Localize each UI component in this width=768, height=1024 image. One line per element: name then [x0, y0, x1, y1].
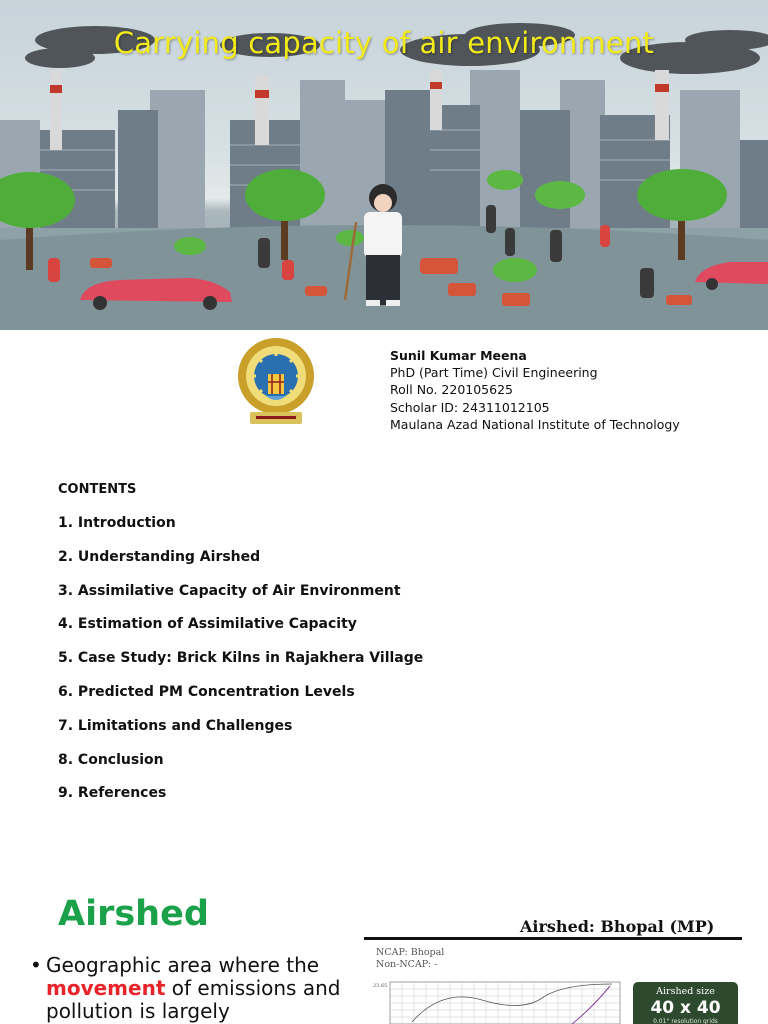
size-label: Airshed size [656, 986, 715, 997]
contents-list [58, 482, 423, 818]
contents-item: 9. References [58, 785, 167, 802]
contents-item: 7. Limitations and Challenges [58, 717, 293, 734]
author-institute: Maulana Azad National Institute of Technology [390, 416, 680, 432]
non-ncap-line: Non-NCAP: - [376, 959, 438, 970]
ncap-legend [376, 947, 444, 971]
slide-title: Airshed [58, 894, 209, 934]
map-divider [364, 937, 742, 940]
author-block [390, 347, 680, 433]
size-value: 40 x 40 [650, 998, 721, 1018]
contents-item: 4. Estimation of Assimilative Capacity [58, 616, 357, 633]
author-scholar-id: Scholar ID: 24311012105 [390, 399, 550, 415]
grid-latitude-label: 23.65 [373, 983, 388, 989]
author-program: PhD (Part Time) Civil Engineering [390, 365, 598, 381]
contents-item: 6. Predicted PM Concentration Levels [58, 683, 355, 700]
contents-item: 1. Introduction [58, 515, 176, 531]
map-title: Airshed: Bhopal (MP) [520, 917, 715, 936]
author-name: Sunil Kumar Meena [390, 348, 527, 363]
size-note: 0.01° resolution grids [653, 1018, 718, 1024]
contents-item: 2. Understanding Airshed [58, 548, 261, 565]
airshed-size-badge [633, 982, 738, 1024]
hero-banner [0, 0, 768, 330]
author-roll: Roll No. 220105625 [390, 382, 513, 398]
airshed-grid-map [372, 978, 622, 1024]
bullet-point [30, 954, 350, 1023]
bullet-highlight: movement [46, 976, 166, 1000]
institute-emblem-icon [236, 336, 316, 428]
bullet-text [30, 954, 350, 1023]
bullet-text-end: of emissions and pollution is largely [46, 976, 341, 1023]
bullet-dot-icon: • [30, 953, 42, 977]
bullet-text-start: Geographic area where the [46, 953, 320, 977]
contents-heading: CONTENTS [58, 482, 137, 497]
contents-item: 3. Assimilative Capacity of Air Environment [58, 582, 401, 599]
contents-item: 5. Case Study: Brick Kilns in Rajakhera Village [58, 650, 424, 667]
contents-item: 8. Conclusion [58, 751, 164, 768]
presentation-title: Carrying capacity of air environment [113, 26, 655, 60]
ncap-line: NCAP: Bhopal [376, 947, 445, 958]
